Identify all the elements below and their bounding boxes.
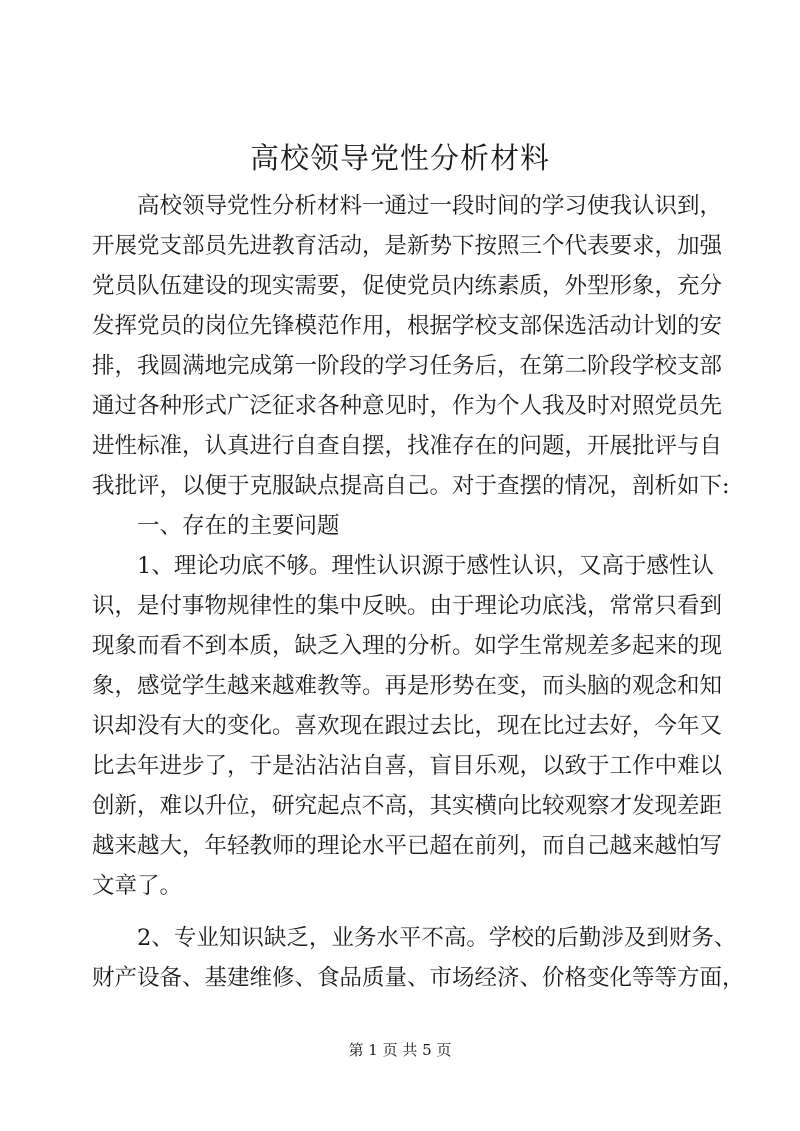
paragraph-spacer bbox=[92, 906, 708, 918]
paragraph-line: 高校领导党性分析材料一通过一段时间的学习使我认识到， bbox=[137, 193, 723, 219]
paragraph-line: 排，我圆满地完成第一阶段的学习任务后，在第二阶段学校支部 bbox=[92, 353, 723, 379]
paragraph-line: 通过各种形式广泛征求各种意见时，作为个人我及时对照党员先 bbox=[92, 393, 723, 419]
page-footer: 第 1 页 共 5 页 bbox=[348, 1041, 452, 1059]
document-body bbox=[92, 186, 745, 998]
paragraph-line: 党员队伍建设的现实需要，促使党员内练素质，外型形象，充分 bbox=[92, 273, 723, 299]
point-1-paragraph bbox=[92, 546, 723, 906]
paragraph-line: 文章了。 bbox=[92, 873, 183, 899]
paragraph-line: 识却没有大的变化。喜欢现在跟过去比，现在比过去好，今年又 bbox=[92, 713, 723, 739]
point-2-paragraph bbox=[92, 918, 745, 998]
document-title: 高校领导党性分析材料 bbox=[249, 141, 550, 175]
paragraph-line: 比去年进步了，于是沾沾沾自喜，盲目乐观，以致于工作中难以 bbox=[92, 753, 723, 779]
paragraph-line: 我批评，以便于克服缺点提高自己。对于查摆的情况，剖析如下: bbox=[92, 473, 730, 499]
paragraph-line: 开展党支部员先进教育活动，是新势下按照三个代表要求，加强 bbox=[92, 233, 723, 259]
intro-paragraph bbox=[92, 186, 730, 506]
paragraph-line: 财产设备、基建维修、食品质量、市场经济、价格变化等等方面， bbox=[92, 965, 745, 991]
paragraph-line: 现象而看不到本质，缺乏入理的分析。如学生常规差多起来的现 bbox=[92, 633, 723, 659]
section-heading: 一、存在的主要问题 bbox=[137, 513, 340, 539]
paragraph-line: 2、专业知识缺乏，业务水平不高。学校的后勤涉及到财务、 bbox=[137, 925, 737, 951]
paragraph-line: 越来越大，年轻教师的理论水平已超在前列，而自己越来越怕写 bbox=[92, 833, 723, 859]
paragraph-line: 识，是付事物规律性的集中反映。由于理论功底浅，常常只看到 bbox=[92, 593, 723, 619]
paragraph-line: 创新，难以升位，研究起点不高，其实横向比较观察才发现差距 bbox=[92, 793, 723, 819]
paragraph-line: 象，感觉学生越来越难教等。再是形势在变，而头脑的观念和知 bbox=[92, 673, 723, 699]
paragraph-line: 进性标准，认真进行自查自摆，找准存在的问题，开展批评与自 bbox=[92, 433, 723, 459]
paragraph-line: 1、理论功底不够。理性认识源于感性认识，又高于感性认 bbox=[137, 553, 714, 579]
paragraph-line: 发挥党员的岗位先锋模范作用，根据学校支部保选活动计划的安 bbox=[92, 313, 723, 339]
